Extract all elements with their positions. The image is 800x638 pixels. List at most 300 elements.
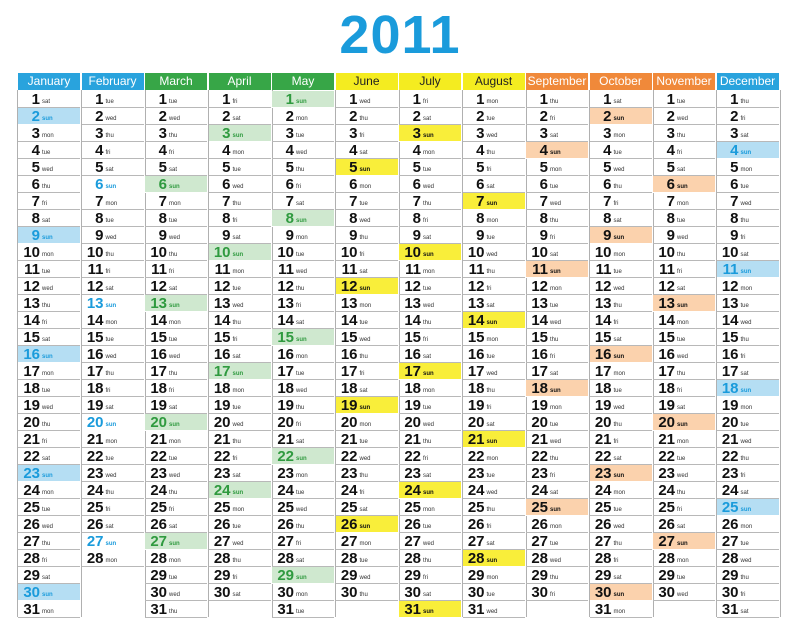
day-cell	[18, 414, 80, 431]
weekday-label: sat	[296, 558, 305, 564]
weekday-label: sat	[359, 507, 368, 513]
weekday-label: sat	[232, 116, 241, 122]
day-number: 24	[340, 482, 358, 499]
month-header: September	[527, 74, 587, 88]
day-number: 2	[31, 108, 40, 125]
weekday-label: sat	[105, 524, 114, 530]
day-number: 28	[467, 550, 485, 567]
day-cell-sunday	[399, 244, 461, 261]
day-number: 21	[86, 431, 104, 448]
day-number: 7	[666, 193, 675, 210]
day-cell	[272, 482, 334, 499]
weekday-label: sat	[423, 473, 432, 479]
day-cell	[82, 244, 144, 261]
day-number: 18	[531, 380, 548, 397]
day-number: 28	[658, 550, 675, 567]
day-number: 19	[658, 397, 675, 414]
day-cell	[272, 584, 334, 601]
day-number: 1	[539, 91, 548, 108]
day-cell	[399, 91, 461, 108]
day-number: 24	[23, 482, 40, 499]
day-number: 7	[222, 193, 231, 210]
day-number: 13	[86, 295, 104, 312]
weekday-label: sun	[740, 150, 752, 156]
day-number: 20	[213, 414, 231, 431]
day-number: 16	[721, 346, 739, 363]
day-cell	[526, 244, 588, 261]
weekday-label: mon	[486, 456, 499, 462]
weekday-label: mon	[486, 218, 499, 224]
day-number: 30	[404, 584, 421, 601]
day-cell	[590, 193, 652, 210]
month-column-september	[526, 73, 588, 625]
day-cell	[717, 295, 779, 312]
day-number: 17	[594, 363, 612, 380]
weekday-label: thu	[232, 558, 241, 564]
day-number: 23	[467, 465, 485, 482]
day-number: 16	[277, 346, 294, 363]
day-number: 2	[730, 108, 739, 125]
day-number: 28	[721, 550, 739, 567]
weekday-label: sun	[105, 303, 117, 309]
day-cell	[82, 465, 144, 482]
day-cell	[18, 482, 80, 499]
day-number: 14	[150, 312, 167, 329]
day-cell	[653, 329, 715, 346]
day-cell	[399, 584, 461, 601]
day-cell	[653, 193, 715, 210]
day-cell	[399, 176, 461, 193]
day-cell	[526, 448, 588, 465]
day-cell	[209, 176, 271, 193]
day-number: 3	[349, 125, 358, 142]
day-number: 14	[594, 312, 612, 329]
day-cell	[526, 414, 588, 431]
day-cell	[145, 159, 207, 176]
day-cell	[336, 499, 398, 516]
weekday-label: tue	[613, 507, 622, 513]
weekday-label: sat	[550, 252, 559, 258]
weekday-label: fri	[359, 490, 365, 496]
day-number: 14	[531, 312, 548, 329]
day-number: 5	[285, 159, 294, 176]
day-number: 12	[277, 278, 294, 295]
day-number: 8	[412, 210, 421, 227]
weekday-label: sun	[296, 218, 307, 224]
day-cell	[209, 278, 271, 295]
day-cell-sunday	[463, 193, 525, 210]
day-number: 25	[531, 499, 548, 516]
weekday-label: tue	[423, 524, 432, 530]
day-cell	[463, 295, 525, 312]
day-cell-sunday	[82, 176, 144, 193]
day-cell	[336, 414, 398, 431]
day-number: 9	[603, 227, 612, 244]
weekday-label: fri	[232, 456, 238, 462]
day-cell	[717, 533, 779, 550]
weekday-label: tue	[359, 558, 368, 564]
weekday-label: fri	[613, 320, 619, 326]
weekday-label: fri	[296, 303, 301, 309]
day-cell-sunday	[717, 499, 779, 516]
weekday-label: sat	[423, 235, 432, 241]
weekday-label: tue	[105, 337, 114, 343]
day-cell-sunday	[653, 533, 715, 550]
day-cell	[463, 142, 525, 159]
day-number: 28	[340, 550, 358, 567]
weekday-label: fri	[677, 507, 682, 513]
day-number: 28	[150, 550, 167, 567]
weekday-label: mon	[296, 473, 308, 479]
weekday-label: wed	[740, 558, 752, 564]
weekday-label: mon	[613, 490, 626, 496]
day-number: 20	[467, 414, 485, 431]
day-cell-sunday	[526, 499, 588, 516]
day-cell	[653, 244, 715, 261]
day-number: 27	[340, 533, 358, 550]
weekday-label: mon	[42, 609, 54, 615]
day-cell	[463, 380, 525, 397]
day-cell-sunday	[463, 431, 525, 448]
day-cell	[18, 601, 80, 618]
day-cell	[145, 363, 207, 380]
day-cell-sunday	[18, 227, 80, 244]
weekday-label: thu	[486, 150, 495, 156]
day-cell	[399, 465, 461, 482]
day-cell	[717, 346, 779, 363]
month-header: April	[209, 73, 271, 90]
day-number: 27	[277, 533, 294, 550]
day-number: 21	[721, 431, 739, 448]
day-number: 24	[277, 482, 294, 499]
day-number: 23	[277, 465, 294, 482]
day-cell	[209, 465, 271, 482]
weekday-label: wed	[105, 354, 117, 360]
weekday-label: tue	[677, 218, 686, 224]
weekday-label: wed	[486, 490, 498, 496]
day-cell-sunday	[336, 278, 398, 295]
day-cell	[209, 261, 271, 278]
day-cell	[463, 516, 525, 533]
day-cell-sunday	[209, 125, 271, 142]
day-cell	[463, 346, 525, 363]
day-cell	[145, 193, 207, 210]
weekday-label: mon	[232, 269, 245, 275]
day-number: 1	[603, 91, 612, 108]
day-cell	[526, 295, 588, 312]
day-cell-sunday	[653, 295, 715, 312]
day-cell	[18, 210, 80, 227]
day-cell-sunday	[82, 533, 144, 550]
day-number: 16	[658, 346, 675, 363]
day-number: 19	[531, 397, 548, 414]
day-number: 10	[86, 244, 104, 261]
day-cell	[590, 431, 652, 448]
day-number: 27	[467, 533, 485, 550]
month-column-february	[82, 73, 144, 625]
day-cell-sunday	[717, 261, 779, 278]
day-cell-sunday	[526, 380, 588, 397]
day-cell	[463, 278, 525, 295]
weekday-label: sun	[232, 252, 244, 258]
weekday-label: fri	[486, 524, 492, 530]
day-cell	[717, 516, 779, 533]
weekday-label: thu	[232, 439, 241, 445]
weekday-label: tue	[105, 218, 114, 224]
day-cell	[590, 295, 652, 312]
day-cell	[717, 227, 779, 244]
day-number: 30	[277, 584, 294, 601]
day-number: 2	[412, 108, 421, 125]
weekday-label: sun	[423, 252, 434, 258]
day-cell	[653, 567, 715, 584]
weekday-label: fri	[423, 575, 428, 581]
day-cell	[82, 431, 144, 448]
day-cell	[463, 176, 525, 193]
day-number: 25	[150, 499, 167, 516]
day-cell	[336, 91, 398, 108]
day-cell-sunday	[653, 176, 715, 193]
day-number: 4	[666, 142, 675, 159]
day-number: 4	[412, 142, 421, 159]
month-column-june	[336, 73, 398, 625]
day-cell	[272, 363, 334, 380]
day-cell	[272, 516, 334, 533]
day-number: 27	[658, 533, 675, 550]
weekday-label: mon	[677, 558, 689, 564]
weekday-label: mon	[486, 337, 499, 343]
weekday-label: thu	[550, 218, 559, 224]
day-number: 2	[476, 108, 485, 125]
day-number: 19	[277, 397, 294, 414]
weekday-label: fri	[232, 99, 238, 105]
day-cell	[82, 329, 144, 346]
month-header: June	[336, 73, 398, 90]
weekday-label: thu	[740, 218, 749, 224]
day-number: 22	[277, 448, 294, 465]
weekday-label: sat	[740, 252, 749, 258]
day-number: 30	[340, 584, 358, 601]
day-cell-sunday	[272, 91, 334, 108]
weekday-label: mon	[550, 167, 562, 173]
day-cell	[336, 125, 398, 142]
weekday-label: mon	[359, 184, 372, 190]
day-cell	[399, 295, 461, 312]
day-number: 22	[594, 448, 612, 465]
day-cell-sunday	[717, 380, 779, 397]
day-number: 6	[412, 176, 421, 193]
day-cell	[18, 380, 80, 397]
weekday-label: sat	[740, 133, 749, 139]
day-number: 26	[531, 516, 548, 533]
weekday-label: fri	[42, 320, 47, 326]
day-number: 29	[658, 567, 675, 584]
weekday-label: mon	[677, 201, 689, 207]
day-cell	[272, 108, 334, 125]
weekday-label: sat	[486, 184, 495, 190]
day-number: 8	[730, 210, 739, 227]
day-number: 13	[150, 295, 167, 312]
month-column-may	[272, 73, 334, 625]
day-number: 21	[213, 431, 231, 448]
day-number: 29	[467, 567, 485, 584]
day-number: 28	[213, 550, 231, 567]
day-number: 7	[158, 193, 167, 210]
day-cell	[336, 295, 398, 312]
day-cell	[463, 482, 525, 499]
day-number: 7	[412, 193, 421, 210]
weekday-label: thu	[550, 99, 559, 105]
day-number: 15	[150, 329, 167, 346]
weekday-label: sun	[296, 337, 307, 343]
day-number: 21	[404, 431, 421, 448]
day-cell	[526, 516, 588, 533]
day-cell	[18, 295, 80, 312]
day-cell-sunday	[272, 210, 334, 227]
day-cell	[717, 329, 779, 346]
day-cell-sunday	[526, 261, 588, 278]
day-cell	[653, 397, 715, 414]
day-number: 21	[23, 431, 40, 448]
weekday-label: wed	[232, 184, 244, 190]
weekday-label: sat	[423, 354, 432, 360]
day-cell	[272, 244, 334, 261]
day-cell	[18, 244, 80, 261]
day-cell	[399, 499, 461, 516]
day-cell	[526, 108, 588, 125]
day-number: 4	[222, 142, 231, 159]
weekday-label: thu	[740, 99, 749, 105]
day-cell	[18, 499, 80, 516]
weekday-label: sat	[169, 405, 178, 411]
day-number: 18	[23, 380, 40, 397]
day-cell	[653, 465, 715, 482]
day-cell	[18, 448, 80, 465]
day-number: 29	[150, 567, 167, 584]
weekday-label: wed	[613, 524, 625, 530]
day-number: 30	[721, 584, 739, 601]
weekday-label: mon	[740, 405, 753, 411]
day-number: 26	[277, 516, 294, 533]
weekday-label: sat	[42, 337, 51, 343]
day-number: 29	[277, 567, 294, 584]
weekday-label: mon	[486, 575, 499, 581]
day-cell	[82, 227, 144, 244]
day-number: 12	[467, 278, 485, 295]
day-cell	[336, 261, 398, 278]
weekday-label: mon	[232, 388, 245, 394]
weekday-label: wed	[677, 235, 689, 241]
day-number: 9	[412, 227, 421, 244]
weekday-label: sun	[550, 269, 561, 275]
weekday-label: fri	[232, 218, 238, 224]
day-number: 3	[476, 125, 485, 142]
month-header: November	[653, 73, 715, 90]
day-cell	[145, 261, 207, 278]
day-number: 31	[721, 601, 739, 618]
day-cell	[18, 193, 80, 210]
weekday-label: sat	[232, 473, 241, 479]
weekday-label: sat	[105, 286, 114, 292]
weekday-label: fri	[613, 201, 619, 207]
weekday-label: tue	[423, 167, 432, 173]
day-number: 2	[603, 108, 612, 125]
weekday-label: sat	[613, 99, 622, 105]
day-number: 18	[594, 380, 612, 397]
day-number: 13	[340, 295, 358, 312]
day-number: 31	[277, 601, 294, 618]
weekday-label: wed	[169, 116, 181, 122]
day-cell	[18, 261, 80, 278]
weekday-label: sun	[550, 150, 561, 156]
weekday-label: wed	[42, 524, 54, 530]
day-number: 23	[658, 465, 675, 482]
weekday-label: sat	[613, 575, 622, 581]
day-cell	[590, 159, 652, 176]
day-number: 26	[213, 516, 231, 533]
weekday-label: sun	[296, 456, 307, 462]
weekday-label: thu	[486, 269, 495, 275]
day-cell	[336, 142, 398, 159]
day-number: 31	[23, 601, 40, 618]
day-number: 15	[721, 329, 739, 346]
day-cell-sunday	[463, 312, 525, 329]
weekday-label: sun	[42, 473, 53, 479]
day-number: 23	[23, 465, 40, 482]
weekday-label: tue	[677, 456, 686, 462]
day-number: 3	[285, 125, 294, 142]
day-cell	[82, 482, 144, 499]
day-cell	[526, 329, 588, 346]
weekday-label: thu	[42, 303, 51, 309]
day-cell-sunday	[336, 159, 398, 176]
day-number: 20	[531, 414, 548, 431]
weekday-label: mon	[550, 405, 562, 411]
weekday-label: thu	[423, 320, 432, 326]
day-number: 5	[158, 159, 167, 176]
day-cell	[590, 601, 652, 618]
weekday-label: mon	[169, 201, 181, 207]
weekday-label: tue	[359, 320, 368, 326]
day-cell	[717, 244, 779, 261]
weekday-label: mon	[105, 558, 118, 564]
weekday-label: thu	[677, 371, 686, 377]
day-number: 10	[23, 244, 40, 261]
weekday-label: thu	[677, 490, 686, 496]
weekday-label: tue	[296, 252, 305, 258]
day-number: 10	[213, 244, 231, 261]
day-number: 20	[340, 414, 358, 431]
weekday-label: wed	[169, 473, 181, 479]
weekday-label: fri	[296, 184, 301, 190]
weekday-label: tue	[42, 269, 51, 275]
day-cell	[526, 210, 588, 227]
day-number: 5	[666, 159, 675, 176]
day-number: 13	[658, 295, 675, 312]
weekday-label: tue	[486, 116, 495, 122]
day-number: 14	[658, 312, 675, 329]
day-cell	[209, 584, 271, 601]
month-header: December	[717, 73, 779, 90]
weekday-label: mon	[232, 507, 245, 513]
day-number: 5	[222, 159, 231, 176]
day-number: 12	[404, 278, 421, 295]
weekday-label: wed	[42, 405, 54, 411]
day-number: 7	[476, 193, 485, 210]
day-cell	[145, 108, 207, 125]
day-cell	[717, 363, 779, 380]
day-number: 25	[467, 499, 485, 516]
